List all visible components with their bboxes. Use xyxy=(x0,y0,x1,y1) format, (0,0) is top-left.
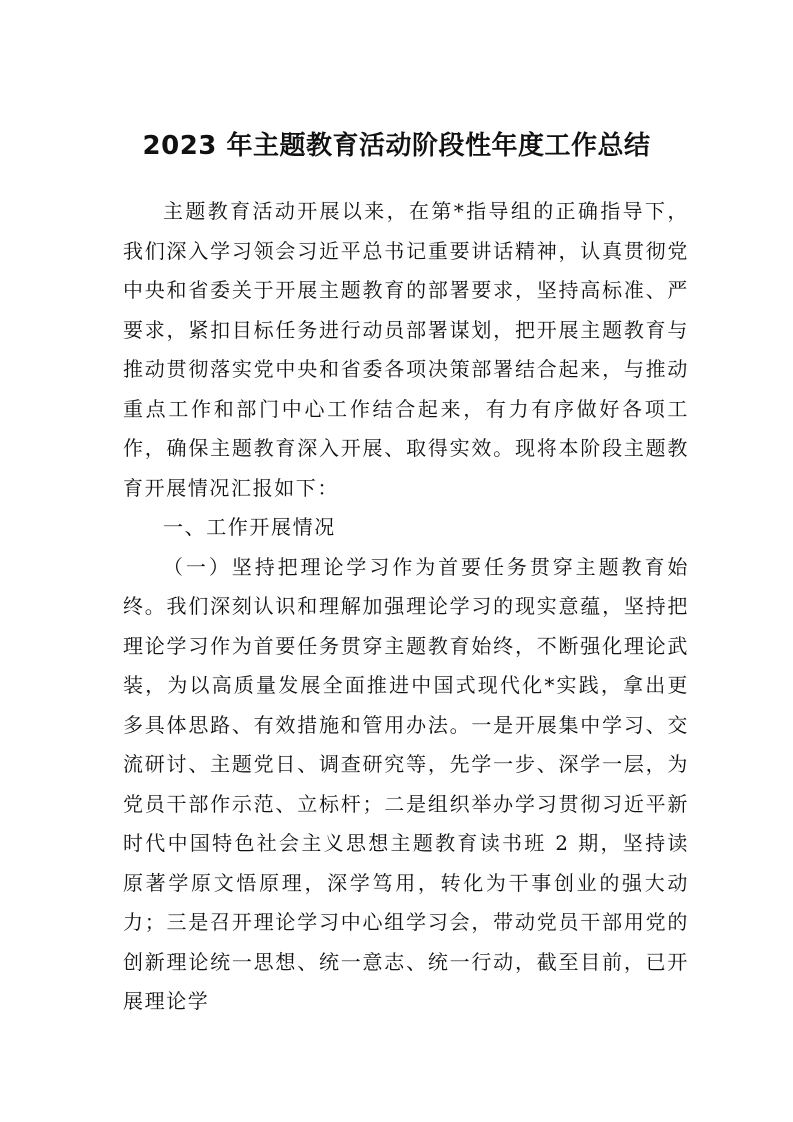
intro-paragraph: 主题教育活动开展以来，在第*指导组的正确指导下，我们深入学习领会习近平总书记重要讲话精神，认真贯彻党中央和省委关于开展主题教育的部署要求，坚持高标准、严要求，紧扣目标任务进行动员部署谋划，把开展主题教育与推动贯彻落实党中央和省委各项决策部署结合起来，与推动重点工作和部门中心工作结合起来，有力有序做好各项工作，确保主题教育深入开展、取得实效。现将本阶段主题教育开展情况汇报如下： xyxy=(123,199,689,500)
section-paragraph: （一）坚持把理论学习作为首要任务贯穿主题教育始终。我们深刻认识和理解加强理论学习的现实意蕴，坚持把理论学习作为首要任务贯穿主题教育始终，不断强化理论武装，为以高质量发展全面推进中国式现代化*实践，拿出更多具体思路、有效措施和管用办法。一是开展集中学习、交流研讨、主题党日、调查研究等，先学一步、深学一层，为党员干部作示范、立标杆；二是组织举办学习贯彻习近平新时代中国特色社会主义思想主题教育读书班 2 期，坚持读原著学原文悟原理，深学笃用，转化为干事创业的强大动力；三是召开理论学习中心组学习会，带动党员干部用党的创新理论统一思想、统一意志、统一行动，截至目前，已开展理论学 xyxy=(123,554,689,1013)
section-heading: 一、工作开展情况 xyxy=(163,515,336,539)
document-title: 2023 年主题教育活动阶段性年度工作总结 xyxy=(142,131,651,161)
document-body xyxy=(123,192,689,1022)
